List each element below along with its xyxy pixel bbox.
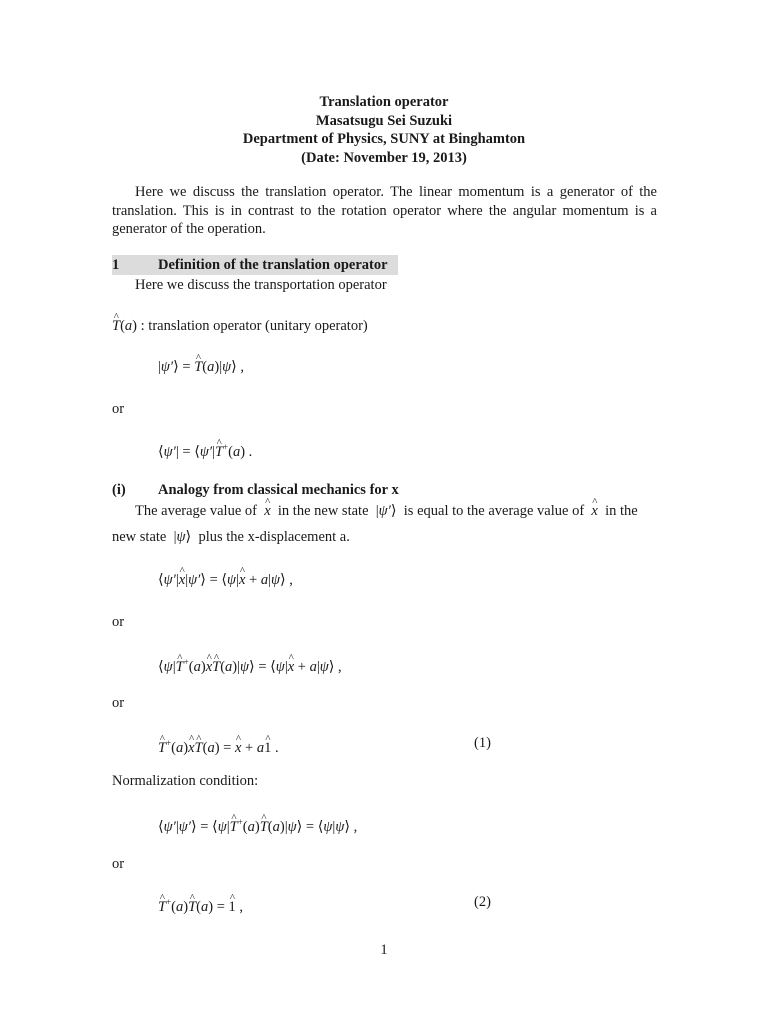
text-fragment: new state [112,529,167,545]
equation-expectation-operator: ⟨ψ|^ T+(a)^ x^ T(a)|ψ⟩ = ⟨ψ|^ x + a|ψ⟩ , [158,652,342,677]
date-line: (Date: November 19, 2013) [301,149,467,166]
paper-title: Translation operator [319,94,449,110]
subsection-title: Analogy from classical mechanics for x [158,482,399,498]
intro-paragraph: Here we discuss the translation operator. The linear momentum is a generator of the translation. This is in contrast to the rotation operator where the angular momentum is a generator of the operation. [112,184,657,237]
section-number: 1 [112,257,120,273]
section-heading-1 [112,255,398,275]
equation-1: ^ T+(a)^ x^ T(a) = ^ x + a^ 1 . [158,733,279,758]
or-word: or [112,695,125,711]
x-operator: ^ x [588,503,602,519]
author-name: Masatsugu Sei Suzuki [315,112,453,129]
equation-number-1: (1) [474,735,491,751]
equation-normalization: ⟨ψ′|ψ′⟩ = ⟨ψ|^ T+(a)^ T(a)|ψ⟩ = ⟨ψ|ψ⟩ , [158,812,357,837]
equation-bra-transform: ⟨ψ′| = ⟨ψ′|^ T+(a) . [158,437,252,462]
operator-definition [112,316,368,336]
subsection-text-line2 [112,527,350,547]
ket-psi-prime: |ψ′⟩ [375,503,397,519]
page-number: 1 [380,942,388,958]
normalization-label: Normalization condition: [112,773,259,789]
text-fragment: The average value of [135,503,257,519]
text-fragment: is equal to the average value of [403,503,585,519]
or-word: or [112,614,125,630]
x-operator: ^ x [261,503,275,519]
title-block [0,93,768,167]
or-word: or [112,401,125,417]
text-fragment: in the new state [277,503,369,519]
section1-text: Here we discuss the transportation operator [135,277,387,293]
text-fragment: plus the x-displacement a. [198,529,350,545]
section-title: Definition of the translation operator [158,257,388,273]
equation-ket-transform: |ψ′⟩ = ^ T(a)|ψ⟩ , [158,357,244,377]
equation-number-2: (2) [474,894,491,910]
subsection-number: (i) [112,482,126,498]
ket-psi: |ψ⟩ [173,529,192,545]
equation-2: ^ T+(a)^ T(a) = ^ 1 , [158,892,243,917]
text-fragment: in the [605,503,638,519]
or-word: or [112,856,125,872]
operator-symbol: ^ T(a) [112,318,137,334]
subsection-text-line1 [135,501,638,521]
affiliation: Department of Physics, SUNY at Binghamton [242,131,526,147]
equation-expectation: ⟨ψ′|^ x|ψ′⟩ = ⟨ψ|^ x + a|ψ⟩ , [158,570,293,590]
operator-definition-label: : translation operator (unitary operator) [140,318,368,334]
